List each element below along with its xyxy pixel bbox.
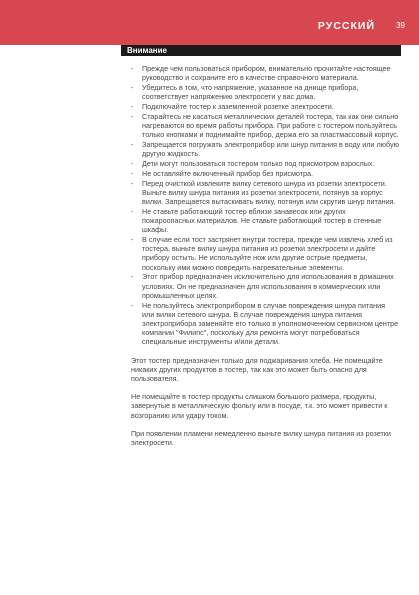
list-item: - В случае если тост застрянет внутри тостера, прежде чем извлечь хлеб из тостера, выньте вилку шнура питания из розетки электросети и дайте прибору остыть. Не используйте нож или другие острые предметы, поскольку ими можно повредить нагревательные элементы.: [131, 235, 393, 272]
bullet-dash: -: [131, 159, 134, 168]
paragraph-oversized-products: Не помещайте в тостер продукты слишком большого размера, продукты, завернутые в металлическую фольгу или в посуде, т.к. это может привести к возгоранию или удару током.: [131, 392, 388, 420]
header-band: [0, 0, 419, 45]
bullet-dash: -: [131, 83, 134, 92]
list-item: - Этот прибор предназначен исключительно для использования в домашних условиях. Он не предназначен для использования в коммерческих или промышленных целях.: [131, 272, 394, 300]
bullet-dash: -: [131, 272, 134, 282]
bullet-dash: -: [131, 140, 134, 149]
language-title: РУССКИЙ: [317, 20, 375, 32]
warning-list: [131, 64, 399, 347]
bullet-dash: -: [131, 64, 134, 73]
list-item: - Убедитесь в том, что напряжение, указанное на днище прибора, соответствует напряжению электросети у вас дома.: [131, 83, 359, 102]
bullet-dash: -: [131, 178, 134, 188]
list-item: - Прежде чем пользоваться прибором, внимательно прочитайте настоящее руководство и сохраните его в качестве справочного материала.: [131, 64, 391, 83]
list-item: - Не пользуйтесь электроприбором в случае повреждения шнура питания или вилки сетевого шнура. В случае повреждения шнура питания электроприбора заменяйте его только в уполномоченном сервисном центре компании "Филипс", поскольку для ремонта могут потребоваться специальные инструменты и/или детали.: [131, 300, 399, 347]
section-title: Внимание: [127, 46, 167, 55]
bullet-dash: -: [131, 300, 134, 310]
page-number: 39: [396, 21, 405, 30]
bullet-dash: -: [131, 168, 134, 178]
list-item: - Запрещается погружать электроприбор или шнур питания в воду или любую другую жидкость.: [131, 140, 399, 159]
paragraph-bread-only: Этот тостер предназначен только для поджаривания хлеба. Не помещайте никаких других продуктов в тостер, так как это может быть опасно для пользователя.: [131, 355, 383, 384]
paragraph-flames: При появлении пламени немедленно выньте вилку шнура питания из розетки электросети.: [131, 428, 391, 448]
bullet-dash: -: [131, 102, 134, 111]
list-item: - Не ставьте работающий тостер вблизи занавесок или других пожароопасных материалов. Не ставьте работающий тостер в стенные шкафы.: [131, 206, 382, 235]
list-item: - Подключайте тостер к заземленной розетке электросети.: [131, 102, 334, 111]
list-item: - Дети могут пользоваться тостером только под присмотром взрослых.: [131, 159, 375, 168]
document-body: [131, 64, 399, 454]
bullet-dash: -: [131, 235, 134, 244]
list-item: - Перед очисткой извлеките вилку сетевого шнура из розетки электросети. Выньте вилку шнура питания из розетки электросети, потянув за корпус вилки. Запрещается вытаскивать вилку, потянув или скрутив шнур питания.: [131, 178, 396, 206]
bullet-dash: -: [131, 111, 134, 121]
bullet-dash: -: [131, 206, 134, 216]
list-item: - Не оставляйте включенный прибор без присмотра.: [131, 168, 314, 178]
list-item: - Старайтесь не касаться металлических деталей тостера, так как они сильно нагреваются во время работы прибора. При работе с тостером пользуйтесь только кнопками и поднимайте прибор, держа его за пластмассовый корпус.: [131, 111, 399, 140]
section-heading-bar: [121, 45, 401, 56]
